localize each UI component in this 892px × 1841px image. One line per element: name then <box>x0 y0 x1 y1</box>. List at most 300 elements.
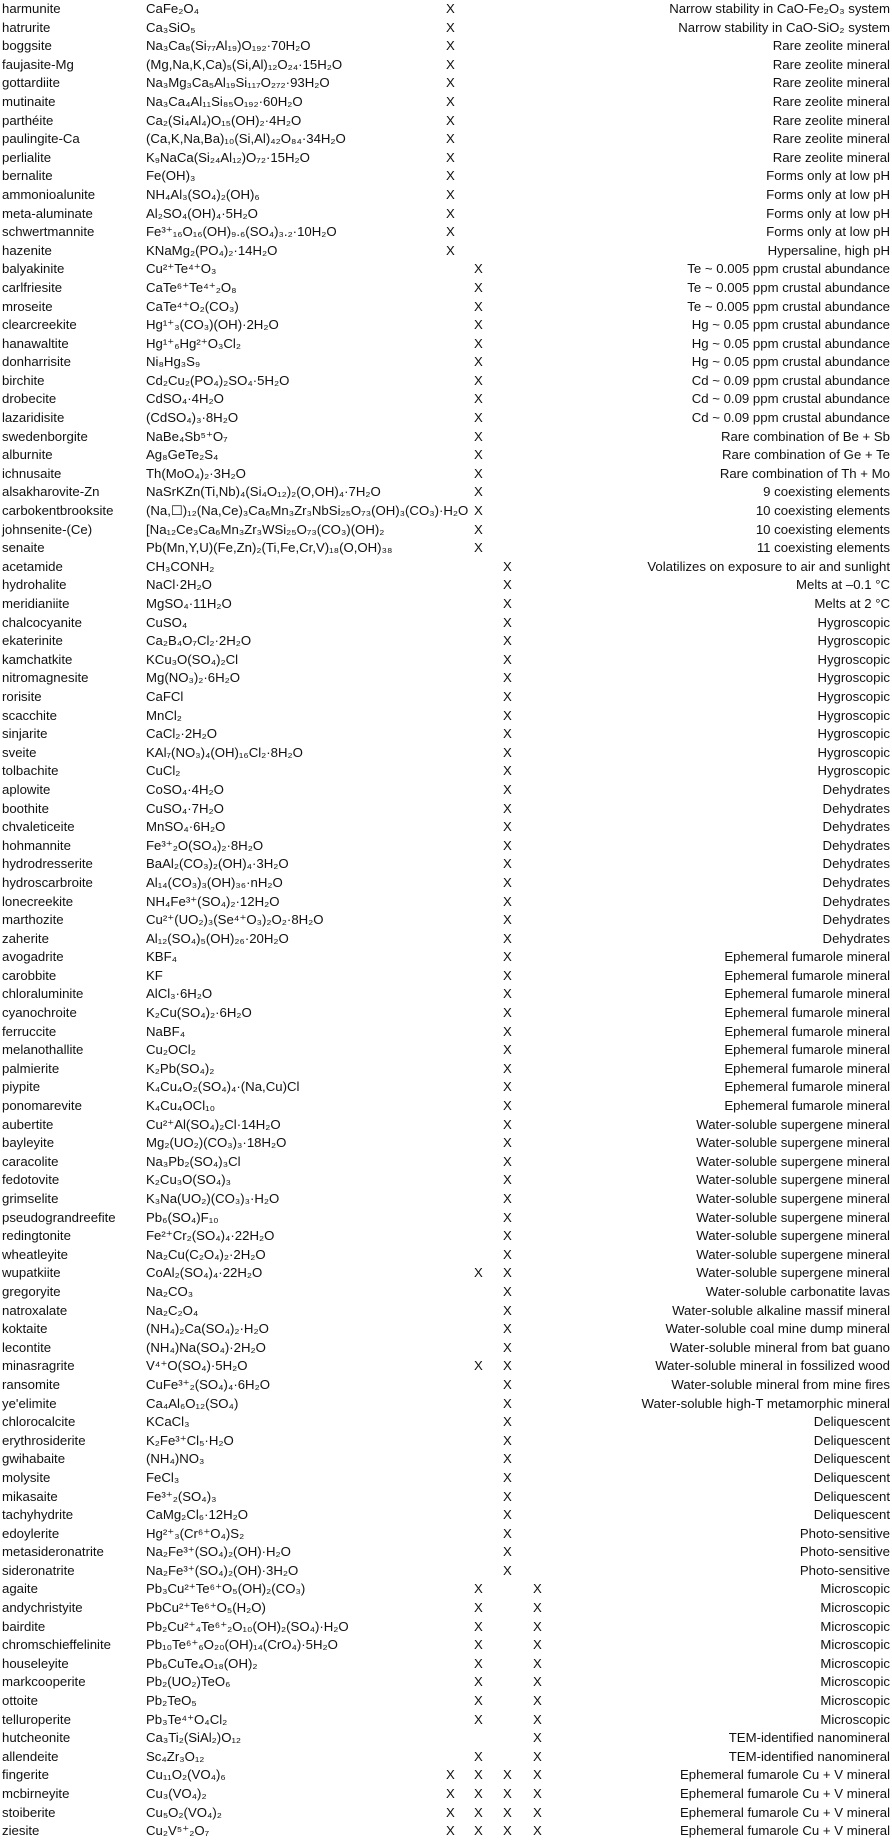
rarity-reason: Water-soluble supergene mineral <box>696 1172 890 1188</box>
mineral-name: cyanochroite <box>2 1005 77 1021</box>
rarity-reason: Ephemeral fumarole mineral <box>724 1042 890 1058</box>
table-row <box>0 1264 892 1283</box>
mineral-formula: (CdSO₄)₃·8H₂O <box>146 410 239 426</box>
category-mark-1: X <box>446 186 455 202</box>
category-mark-2: X <box>474 1786 483 1801</box>
mineral-formula: Th(MoO₄)₂·3H₂O <box>146 465 246 481</box>
table-row <box>0 1525 892 1544</box>
category-mark-3: X <box>503 1786 512 1801</box>
category-mark-1: X <box>446 1823 455 1839</box>
table-row <box>0 930 892 949</box>
table-row <box>0 260 892 279</box>
category-mark-1: X <box>446 224 455 240</box>
category-mark-4: X <box>533 1786 542 1801</box>
mineral-formula: CaTe⁴⁺O₂(CO₃) <box>146 298 239 314</box>
category-mark-1: X <box>446 131 455 147</box>
table-row <box>0 1432 892 1451</box>
category-mark-3: X <box>503 688 512 704</box>
mineral-formula: Ca₄Al₆O₁₂(SO₄) <box>146 1395 239 1411</box>
rarity-reason: 10 coexisting elements <box>755 521 890 537</box>
category-mark-3: X <box>503 1525 512 1541</box>
category-mark-3: X <box>503 1767 512 1783</box>
mineral-name: chalcocyanite <box>2 614 82 630</box>
mineral-name: meridianiite <box>2 596 70 611</box>
category-mark-2: X <box>474 484 483 500</box>
rarity-reason: Hygroscopic <box>817 614 890 630</box>
mineral-formula: Na₃Pb₂(SO₄)₃Cl <box>146 1153 241 1169</box>
category-mark-2: X <box>474 1804 483 1820</box>
category-mark-1: X <box>446 1 455 16</box>
category-mark-1: X <box>446 112 455 128</box>
table-row <box>0 1599 892 1618</box>
mineral-formula: Cu₂OCl₂ <box>146 1042 196 1058</box>
mineral-name: ichnusaite <box>2 465 62 481</box>
mineral-formula: Cu₅O₂(VO₄)₂ <box>146 1804 222 1820</box>
table-row <box>0 205 892 224</box>
table-row <box>0 1376 892 1395</box>
mineral-formula: Pb₁₀Te⁶⁺₆O₂₀(OH)₁₄(CrO₄)·5H₂O <box>146 1637 338 1653</box>
rarity-reason: Microscopic <box>820 1618 890 1634</box>
category-mark-3: X <box>503 1079 512 1095</box>
table-row <box>0 874 892 893</box>
mineral-name: senaite <box>2 540 45 556</box>
rarity-reason: Narrow stability in CaO-SiO₂ system <box>678 19 890 35</box>
table-row <box>0 353 892 372</box>
mineral-formula: Pb₆(SO₄)F₁₀ <box>146 1209 219 1225</box>
rarity-reason: Hygroscopic <box>817 744 890 760</box>
table-row <box>0 1748 892 1767</box>
category-mark-2: X <box>474 410 483 426</box>
category-mark-3: X <box>503 949 512 965</box>
table-row <box>0 112 892 131</box>
category-mark-3: X <box>503 1060 512 1076</box>
rarity-reason: Water-soluble supergene mineral <box>696 1153 890 1169</box>
category-mark-4: X <box>533 1730 542 1746</box>
mineral-formula: (NH₄)Na(SO₄)·2H₂O <box>146 1339 266 1355</box>
mineral-formula: KAl₇(NO₃)₄(OH)₁₆Cl₂·8H₂O <box>146 744 303 760</box>
mineral-formula: CH₃CONH₂ <box>146 558 215 574</box>
category-mark-2: X <box>474 503 483 519</box>
table-row <box>0 1041 892 1060</box>
category-mark-3: X <box>503 1209 512 1225</box>
category-mark-1: X <box>446 168 455 184</box>
category-mark-2: X <box>474 1767 483 1783</box>
rarity-reason: Rare zeolite mineral <box>772 75 890 91</box>
table-row <box>0 1395 892 1414</box>
category-mark-2: X <box>474 428 483 444</box>
table-row <box>0 56 892 75</box>
mineral-formula: Ca₂B₄O₇Cl₂·2H₂O <box>146 633 252 649</box>
rarity-reason: Water-soluble supergene mineral <box>696 1246 890 1262</box>
mineral-name: meta-aluminate <box>2 205 93 221</box>
mineral-formula: Ca₃Ti₂(SiAl₂)O₁₂ <box>146 1730 242 1746</box>
mineral-name: houseleyite <box>2 1655 69 1671</box>
category-mark-2: X <box>474 1655 483 1671</box>
category-mark-1: X <box>446 1786 455 1801</box>
category-mark-2: X <box>474 1823 483 1839</box>
category-mark-3: X <box>503 1135 512 1151</box>
mineral-name: bairdite <box>2 1618 46 1634</box>
table-row <box>0 1673 892 1692</box>
mineral-formula: PbCu²⁺Te⁶⁺O₅(H₂O) <box>146 1600 266 1616</box>
mineral-formula: (NH₄)₂Ca(SO₄)₂·H₂O <box>146 1321 269 1337</box>
mineral-formula: NaBe₄Sb⁵⁺O₇ <box>146 428 228 444</box>
mineral-formula: Cu₃(VO₄)₂ <box>146 1786 207 1801</box>
mineral-name: edoylerite <box>2 1525 60 1541</box>
mineral-name: aubertite <box>2 1116 54 1132</box>
rarity-reason: Hygroscopic <box>817 707 890 723</box>
table-row <box>0 725 892 744</box>
mineral-name: mroseite <box>2 298 53 314</box>
mineral-formula: AlCl₃·6H₂O <box>146 986 213 1002</box>
mineral-name: redingtonite <box>2 1228 71 1244</box>
category-mark-2: X <box>474 298 483 314</box>
mineral-name: sveite <box>2 744 37 760</box>
rarity-reason: Microscopic <box>820 1600 890 1616</box>
table-row <box>0 1153 892 1172</box>
category-mark-3: X <box>503 1432 512 1448</box>
category-mark-3: X <box>503 930 512 946</box>
mineral-formula: Cu²⁺Te⁴⁺O₃ <box>146 261 217 277</box>
mineral-name: sideronatrite <box>2 1562 75 1578</box>
category-mark-3: X <box>503 781 512 797</box>
rarity-reason: Water-soluble high-T metamorphic mineral <box>641 1395 890 1411</box>
category-mark-3: X <box>503 744 512 760</box>
category-mark-2: X <box>474 1581 483 1597</box>
rarity-reason: Dehydrates <box>822 781 890 797</box>
mineral-formula: V⁴⁺O(SO₄)·5H₂O <box>146 1358 248 1374</box>
category-mark-1: X <box>446 19 455 35</box>
rarity-reason: 10 coexisting elements <box>755 503 890 519</box>
table-row <box>0 223 892 242</box>
mineral-name: scacchite <box>2 707 57 723</box>
table-row <box>0 186 892 205</box>
category-mark-2: X <box>474 540 483 556</box>
mineral-formula: BaAl₂(CO₃)₂(OH)₄·3H₂O <box>146 856 289 872</box>
table-row <box>0 0 892 19</box>
rarity-reason: Ephemeral fumarole mineral <box>724 1060 890 1076</box>
mineral-name: lazaridisite <box>2 410 65 426</box>
mineral-name: boggsite <box>2 38 52 54</box>
rarity-reason: Cd ~ 0.09 ppm crustal abundance <box>691 372 890 388</box>
mineral-formula: [Na₁₂Ce₃Ca₆Mn₃Zr₃WSi₂₅O₇₃(CO₃)(OH)₂ <box>146 521 385 537</box>
mineral-name: hatrurite <box>2 19 51 35</box>
mineral-name: boothite <box>2 800 49 816</box>
table-row <box>0 1766 892 1785</box>
mineral-name: zaherite <box>2 930 49 946</box>
mineral-formula: KBF₄ <box>146 949 178 965</box>
mineral-formula: Fe²⁺Cr₂(SO₄)₄·22H₂O <box>146 1228 275 1244</box>
rarity-reason: 9 coexisting elements <box>763 484 890 500</box>
mineral-formula: Pb(Mn,Y,U)(Fe,Zn)₂(Ti,Fe,Cr,V)₁₈(O,OH)₃₈ <box>146 540 393 556</box>
rarity-reason: Ephemeral fumarole mineral <box>724 1023 890 1039</box>
table-row <box>0 800 892 819</box>
mineral-name: ye'elimite <box>2 1395 57 1411</box>
mineral-name: wupatkiite <box>2 1265 61 1281</box>
rarity-reason: Rare zeolite mineral <box>772 112 890 128</box>
table-row <box>0 632 892 651</box>
rarity-reason: Forms only at low pH <box>766 205 890 221</box>
mineral-formula: MnSO₄·6H₂O <box>146 819 226 835</box>
mineral-name: koktaite <box>2 1321 48 1337</box>
mineral-name: swedenborgite <box>2 428 88 444</box>
rarity-reason: Dehydrates <box>822 893 890 909</box>
category-mark-2: X <box>474 261 483 277</box>
rarity-reason: Dehydrates <box>822 800 890 816</box>
mineral-name: donharrisite <box>2 354 71 370</box>
category-mark-3: X <box>503 1246 512 1262</box>
mineral-name: caracolite <box>2 1153 59 1169</box>
table-row <box>0 1711 892 1730</box>
table-row <box>0 279 892 298</box>
table-row <box>0 74 892 93</box>
rarity-reason: Water-soluble mineral from bat guano <box>669 1339 890 1355</box>
mineral-name: avogadrite <box>2 949 64 965</box>
rarity-reason: TEM-identified nanomineral <box>728 1730 890 1746</box>
rarity-reason: Photo-sensitive <box>799 1525 890 1541</box>
table-row <box>0 781 892 800</box>
table-row <box>0 521 892 540</box>
mineral-name: ponomarevite <box>2 1098 82 1114</box>
rarity-reason: Dehydrates <box>822 930 890 946</box>
mineral-name: acetamide <box>2 558 63 574</box>
mineral-name: molysite <box>2 1469 51 1485</box>
table-row <box>0 855 892 874</box>
mineral-formula: Pb₃Cu²⁺Te⁶⁺O₅(OH)₂(CO₃) <box>146 1581 306 1597</box>
category-mark-2: X <box>474 521 483 537</box>
mineral-name: ransomite <box>2 1376 60 1392</box>
table-row <box>0 1729 892 1748</box>
rarity-reason: Hg ~ 0.05 ppm crustal abundance <box>691 354 890 370</box>
table-row <box>0 911 892 930</box>
mineral-formula: KNaMg₂(PO₄)₂·14H₂O <box>146 242 278 258</box>
rarity-reason: Hygroscopic <box>817 726 890 742</box>
mineral-name: paulingite-Ca <box>2 131 80 147</box>
mineral-name: minasragrite <box>2 1358 75 1374</box>
category-mark-3: X <box>503 800 512 816</box>
table-row <box>0 37 892 56</box>
mineral-formula: Ca₂(Si₄Al₄)O₁₅(OH)₂·4H₂O <box>146 112 302 128</box>
category-mark-3: X <box>503 1804 512 1820</box>
rarity-reason: Rare zeolite mineral <box>772 56 890 72</box>
mineral-name: grimselite <box>2 1191 59 1206</box>
mineral-name: marthozite <box>2 912 64 928</box>
rarity-reason: Water-soluble alkaline massif mineral <box>672 1302 890 1318</box>
table-row <box>0 1357 892 1376</box>
category-mark-2: X <box>474 391 483 407</box>
category-mark-2: X <box>474 1265 483 1281</box>
category-mark-3: X <box>503 596 512 611</box>
mineral-formula: K₉NaCa(Si₂₄Al₁₂)O₇₂·15H₂O <box>146 149 310 165</box>
category-mark-3: X <box>503 912 512 928</box>
table-row <box>0 1097 892 1116</box>
mineral-formula: K₂Pb(SO₄)₂ <box>146 1060 215 1076</box>
rarity-reason: Hygroscopic <box>817 688 890 704</box>
mineral-name: chlorocalcite <box>2 1414 76 1430</box>
rarity-reason: Ephemeral fumarole Cu + V mineral <box>680 1804 890 1820</box>
rarity-reason: Rare combination of Be + Sb <box>721 428 890 444</box>
mineral-formula: CaMg₂Cl₆·12H₂O <box>146 1507 249 1523</box>
rarity-reason: Deliquescent <box>813 1469 890 1485</box>
mineral-formula: Pb₃Te⁴⁺O₄Cl₂ <box>146 1711 228 1727</box>
rarity-reason: Rare zeolite mineral <box>772 131 890 147</box>
rarity-reason: Forms only at low pH <box>766 168 890 184</box>
mineral-formula: KCu₃O(SO₄)₂Cl <box>146 651 239 667</box>
table-row <box>0 465 892 484</box>
rarity-reason: Ephemeral fumarole Cu + V mineral <box>680 1786 890 1801</box>
mineral-name: gwihabaite <box>2 1451 66 1467</box>
mineral-formula: CuFe³⁺₂(SO₄)₄·6H₂O <box>146 1376 270 1392</box>
mineral-formula: (NH₄)NO₃ <box>146 1451 205 1467</box>
mineral-name: piypite <box>2 1079 41 1095</box>
category-mark-4: X <box>533 1693 542 1709</box>
rarity-reason: Hygroscopic <box>817 633 890 649</box>
mineral-name: mikasaite <box>2 1488 58 1504</box>
table-row <box>0 818 892 837</box>
mineral-name: ottoite <box>2 1693 38 1709</box>
mineral-formula: Pb₆CuTe₄O₁₈(OH)₂ <box>146 1655 258 1671</box>
category-mark-3: X <box>503 1321 512 1337</box>
category-mark-3: X <box>503 577 512 593</box>
table-row <box>0 1116 892 1135</box>
rarity-reason: Te ~ 0.005 ppm crustal abundance <box>687 261 890 277</box>
mineral-name: stoiberite <box>2 1804 56 1820</box>
mineral-name: rorisite <box>2 688 42 704</box>
category-mark-3: X <box>503 1488 512 1504</box>
mineral-name: tachyhydrite <box>2 1507 74 1523</box>
category-mark-3: X <box>503 1544 512 1560</box>
category-mark-1: X <box>446 1767 455 1783</box>
rarity-reason: Dehydrates <box>822 837 890 853</box>
category-mark-3: X <box>503 856 512 872</box>
mineral-formula: Hg²⁺₃(Cr⁶⁺O₄)S₂ <box>146 1525 245 1541</box>
category-mark-3: X <box>503 1023 512 1039</box>
category-mark-3: X <box>503 1562 512 1578</box>
category-mark-2: X <box>474 1600 483 1616</box>
category-mark-4: X <box>533 1618 542 1634</box>
mineral-name: perlialite <box>2 149 52 165</box>
table-row <box>0 1562 892 1581</box>
mineral-formula: Cu²⁺Al(SO₄)₂Cl·14H₂O <box>146 1116 281 1132</box>
category-mark-3: X <box>503 1228 512 1244</box>
table-row <box>0 390 892 409</box>
category-mark-3: X <box>503 1153 512 1169</box>
mineral-formula: Mg₂(UO₂)(CO₃)₃·18H₂O <box>146 1135 287 1151</box>
table-row <box>0 1450 892 1469</box>
table-row <box>0 985 892 1004</box>
rarity-reason: Forms only at low pH <box>766 224 890 240</box>
rarity-reason: Microscopic <box>820 1693 890 1709</box>
rarity-reason: Deliquescent <box>813 1451 890 1467</box>
rarity-reason: Microscopic <box>820 1711 890 1727</box>
rarity-reason: Rare combination of Ge + Te <box>722 447 890 463</box>
mineral-name: tolbachite <box>2 763 59 779</box>
category-mark-4: X <box>533 1767 542 1783</box>
category-mark-3: X <box>503 1116 512 1132</box>
rarity-reason: Deliquescent <box>813 1432 890 1448</box>
table-row <box>0 428 892 447</box>
table-row <box>0 1580 892 1599</box>
mineral-formula: CuSO₄·7H₂O <box>146 800 224 816</box>
mineral-name: hanawaltite <box>2 335 69 351</box>
category-mark-3: X <box>503 633 512 649</box>
mineral-name: balyakinite <box>2 261 65 277</box>
rarity-reason: Ephemeral fumarole mineral <box>724 1005 890 1021</box>
mineral-name: nitromagnesite <box>2 670 89 686</box>
category-mark-4: X <box>533 1748 542 1764</box>
mineral-name: chromschieffelinite <box>2 1637 111 1653</box>
rarity-reason: Hypersaline, high pH <box>767 242 890 258</box>
mineral-formula: CoSO₄·4H₂O <box>146 781 224 797</box>
table-row <box>0 707 892 726</box>
category-mark-3: X <box>503 1507 512 1523</box>
mineral-formula: Na₂CO₃ <box>146 1283 194 1299</box>
mineral-formula: Al₁₄(CO₃)₃(OH)₃₆·nH₂O <box>146 874 283 890</box>
mineral-formula: Al₁₂(SO₄)₅(OH)₂₆·20H₂O <box>146 930 289 946</box>
mineral-name: bernalite <box>2 168 53 184</box>
rarity-reason: Ephemeral fumarole Cu + V mineral <box>680 1767 890 1783</box>
rarity-reason: Water-soluble mineral in fossilized wood <box>655 1358 890 1374</box>
rarity-reason: Water-soluble supergene mineral <box>696 1209 890 1225</box>
rarity-reason: Rare zeolite mineral <box>772 149 890 165</box>
mineral-formula: Na₂Cu(C₂O₄)₂·2H₂O <box>146 1246 266 1262</box>
mineral-name: kamchatkite <box>2 651 73 667</box>
rarity-reason: Narrow stability in CaO-Fe₂O₃ system <box>669 1 890 16</box>
mineral-formula: Fe³⁺₂(SO₄)₃ <box>146 1488 217 1504</box>
rarity-reason: Hg ~ 0.05 ppm crustal abundance <box>691 335 890 351</box>
category-mark-4: X <box>533 1711 542 1727</box>
mineral-formula: Na₂C₂O₄ <box>146 1302 199 1318</box>
category-mark-4: X <box>533 1600 542 1616</box>
mineral-name: alsakharovite-Zn <box>2 484 100 500</box>
mineral-formula: Cu₂V⁵⁺₂O₇ <box>146 1823 210 1839</box>
table-row <box>0 298 892 317</box>
category-mark-3: X <box>503 1469 512 1485</box>
mineral-formula: K₂Cu(SO₄)₂·6H₂O <box>146 1005 252 1021</box>
table-row <box>0 893 892 912</box>
table-row <box>0 1413 892 1432</box>
mineral-name: melanothallite <box>2 1042 84 1058</box>
table-row <box>0 1804 892 1823</box>
category-mark-3: X <box>503 967 512 983</box>
mineral-name: hohmannite <box>2 837 71 853</box>
table-row <box>0 1655 892 1674</box>
mineral-name: erythrosiderite <box>2 1432 86 1448</box>
mineral-name: metasideronatrite <box>2 1544 104 1560</box>
mineral-name: ekaterinite <box>2 633 63 649</box>
table-row <box>0 1023 892 1042</box>
mineral-formula: NaBF₄ <box>146 1023 186 1039</box>
rarity-reason: Ephemeral fumarole mineral <box>724 1079 890 1095</box>
mineral-formula: CaCl₂·2H₂O <box>146 726 218 742</box>
mineral-name: parthéite <box>2 112 54 128</box>
mineral-name: fingerite <box>2 1767 49 1783</box>
rarity-reason: Water-soluble supergene mineral <box>696 1265 890 1281</box>
table-row <box>0 1227 892 1246</box>
rarity-reason: Volatilizes on exposure to air and sunlight <box>647 558 890 574</box>
mineral-formula: Fe(OH)₃ <box>146 168 196 184</box>
table-row <box>0 1543 892 1562</box>
mineral-formula: NaSrKZn(Ti,Nb)₄(Si₄O₁₂)₂(O,OH)₄·7H₂O <box>146 484 381 500</box>
table-row <box>0 483 892 502</box>
mineral-formula: FeCl₃ <box>146 1469 180 1485</box>
table-row <box>0 1469 892 1488</box>
category-mark-3: X <box>503 763 512 779</box>
mineral-name: wheatleyite <box>2 1246 68 1262</box>
table-row <box>0 1302 892 1321</box>
mineral-name: aplowite <box>2 781 51 797</box>
category-mark-4: X <box>533 1823 542 1839</box>
